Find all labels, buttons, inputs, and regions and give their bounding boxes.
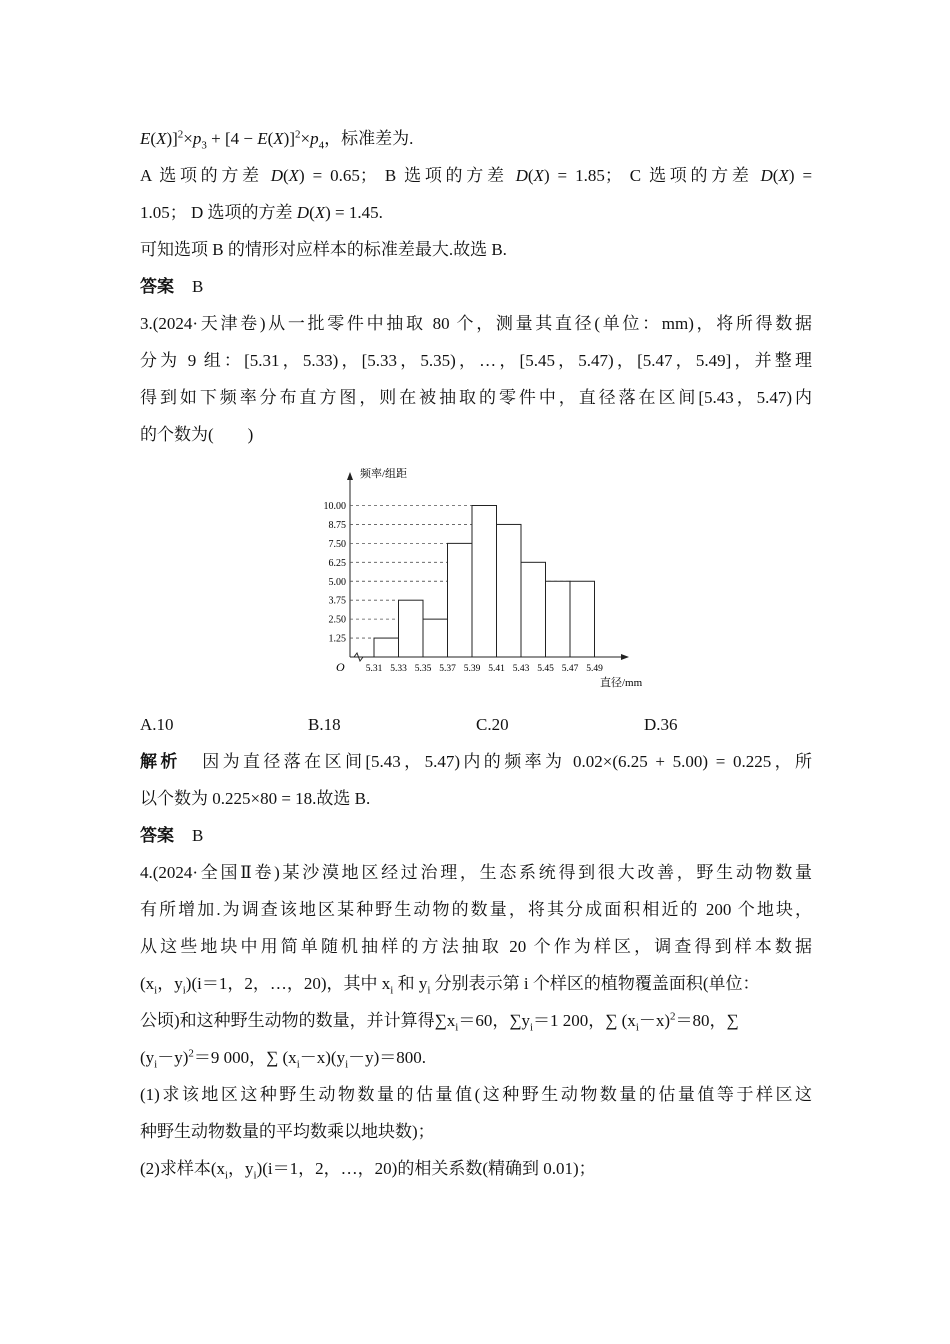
histogram-bar [521, 562, 546, 657]
option-a[interactable]: A.10 [140, 715, 174, 734]
document-page [140, 120, 812, 1187]
histogram-bar [472, 506, 497, 658]
y-tick-label: 8.75 [328, 519, 346, 531]
q4-part1-line-2: 种野生动物数量的平均数乘以地块数)； [140, 1122, 435, 1141]
variance-line-2: 1.05； D 选项的方差 D(X) = 1.45. [140, 203, 383, 222]
conclusion-line: 可知选项 B 的情形对应样本的标准差最大.故选 B. [140, 240, 507, 259]
histogram-bar [374, 638, 399, 657]
q4-stem-line-6: $(y_i-y)^2=9$ 000，∑ $(x_i-x)(y_i-y)=800$. [140, 1047, 427, 1071]
x-tick-label: 5.37 [439, 664, 456, 674]
x-tick-label: 5.41 [488, 664, 505, 674]
histogram-bar [497, 524, 522, 657]
option-c[interactable]: C.20 [476, 715, 509, 734]
y-tick-label: 1.25 [328, 633, 346, 645]
q3-stem-line-2: 分为 9 组：[5.31，5.33)，[5.33，5.35)，…，[5.45，5.47)，[5.47，5.49]，并整理 [140, 351, 812, 370]
y-tick-label: 6.25 [328, 557, 346, 569]
x-tick-label: 5.33 [390, 664, 407, 674]
q4-stem-line-5: 公顷)和这种野生动物的数量，并计算得$\sum x_i=60$，$\sum y_i=1$ 200，∑ $(x_i-x)^2=80$，∑ [140, 1010, 739, 1034]
q4-stem-line-2: 有所增加.为调查该地区某种野生动物的数量，将其分成面积相近的 200 个地块， [140, 900, 812, 919]
y-axis-label: 频率/组距 [360, 468, 408, 480]
q4-stem-line-4: ($x_i$，$y_i)(i=1$，2，…，20)，其中 $x_i$ 和 $y_i$ 分别表示第 i 个样区的植物覆盖面积(单位： [140, 974, 760, 997]
x-tick-label: 5.47 [561, 664, 579, 674]
x-tick-label: 5.45 [537, 664, 554, 674]
histogram-bar [423, 619, 448, 657]
prev-formula-tail: ，标准差为. [324, 129, 414, 148]
histogram-bar [546, 581, 571, 657]
option-b[interactable]: B.18 [308, 715, 341, 734]
variance-line-1: A 选项的方差 D(X) = 0.65； B 选项的方差 D(X) = 1.85； C 选项的方差 D(X) = [140, 166, 813, 185]
x-tick-label: 5.43 [512, 664, 530, 674]
prev-formula-line: $E(X)]^2\times p_3 + [4 - E(X)]^2\times p_4$，标准差为. [140, 128, 414, 152]
q3-stem-line-1: 3.(2024·天津卷)从一批零件中抽取 80 个，测量其直径(单位：mm)，将所得数据 [140, 314, 812, 333]
y-tick-label: 2.50 [328, 614, 346, 626]
x-tick-label: 5.49 [586, 664, 603, 674]
q4-stem-line-3: 从这些地块中用简单随机抽样的方法抽取 20 个作为样区，调查得到样本数据 [140, 937, 812, 956]
histogram-bar [399, 600, 424, 657]
q3-stem-line-3: 得到如下频率分布直方图，则在被抽取的零件中，直径落在区间[5.43，5.47)内 [140, 388, 812, 407]
q4-part1-line-1: (1)求该地区这种野生动物数量的估量值(这种野生动物数量的估量值等于样区这 [140, 1085, 812, 1104]
q3-analysis-line-2: 以个数为 0.225×80 = 18.故选 B. [140, 789, 371, 808]
q3-answer: 答案 B [140, 826, 204, 845]
x-tick-label: 5.31 [365, 664, 383, 674]
y-tick-label: 5.00 [328, 576, 346, 588]
histogram-bar [448, 543, 473, 657]
histogram-bar [570, 581, 595, 657]
q4-part2-line: (2)求样本($x_i$，$y_i)(i=1$，2，…，20)的相关系数(精确到 0.01)； [140, 1159, 596, 1182]
origin-label: O [336, 660, 345, 674]
q3-analysis-line-1: 解析 因为直径落在区间[5.43，5.47)内的频率为 0.02×(6.25 + 5.00) = 0.225，所 [140, 752, 813, 771]
q3-stem-line-4: 的个数为( ) [140, 425, 254, 444]
frequency-histogram [288, 461, 668, 691]
y-tick-label: 7.50 [328, 538, 346, 550]
x-tick-label: 5.39 [463, 664, 481, 674]
y-tick-label: 10.00 [323, 501, 346, 512]
answer-prev: 答案 B [140, 277, 204, 296]
x-axis-label: 直径/mm [600, 677, 643, 689]
x-tick-label: 5.35 [414, 664, 432, 674]
y-tick-label: 3.75 [328, 595, 346, 607]
q3-options [140, 706, 812, 743]
option-d[interactable]: D.36 [644, 715, 678, 734]
q4-stem-line-1: 4.(2024·全国Ⅱ卷)某沙漠地区经过治理，生态系统得到很大改善，野生动物数量 [140, 863, 812, 882]
